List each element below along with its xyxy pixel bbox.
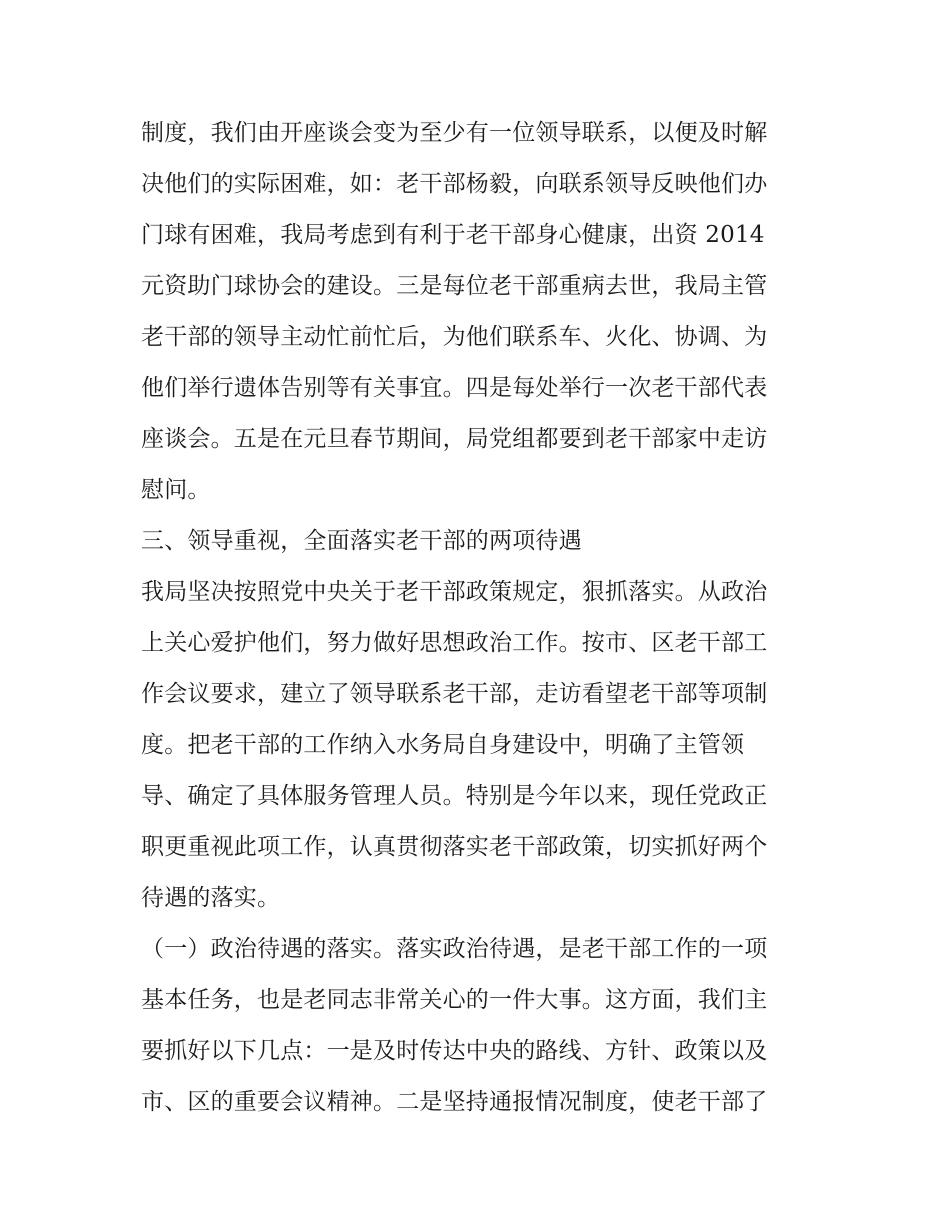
text-line: 我局坚决按照党中央关于老干部政策规定，狠抓落实。从政治 <box>141 579 768 605</box>
text-line: 职更重视此项工作，认真贯彻落实老干部政策，切实抓好两个 <box>141 834 768 860</box>
text-line: 他们举行遗体告别等有关事宜。四是每处举行一次老干部代表 <box>141 375 768 401</box>
text-line: 待遇的落实。 <box>141 885 281 911</box>
text-line: 上关心爱护他们，努力做好思想政治工作。按市、区老干部工 <box>141 630 768 656</box>
section-heading: 三、领导重视，全面落实老干部的两项待遇 <box>141 528 582 554</box>
subsection-line: （一）政治待遇的落实。落实政治待遇，是老干部工作的一项 <box>141 936 768 962</box>
text-line: 门球有困难，我局考虑到有利于老干部身心健康，出资 2014 <box>141 222 765 248</box>
text-line: 元资助门球协会的建设。三是每位老干部重病去世，我局主管 <box>141 273 768 299</box>
text-line: 要抓好以下几点：一是及时传达中央的路线、方针、政策以及 <box>141 1038 768 1064</box>
body-text <box>141 108 821 1128</box>
text-line: 作会议要求，建立了领导联系老干部，走访看望老干部等项制 <box>141 681 768 707</box>
text-line: 座谈会。五是在元旦春节期间，局党组都要到老干部家中走访 <box>141 426 768 452</box>
text-line: 导、确定了具体服务管理人员。特别是今年以来，现任党政正 <box>141 783 768 809</box>
text-line: 慰问。 <box>141 477 211 503</box>
text-line: 制度，我们由开座谈会变为至少有一位领导联系，以便及时解 <box>141 120 768 146</box>
text-line: 基本任务，也是老同志非常关心的一件大事。这方面，我们主 <box>141 987 768 1013</box>
text-line: 老干部的领导主动忙前忙后，为他们联系车、火化、协调、为 <box>141 324 768 350</box>
text-line: 度。把老干部的工作纳入水务局自身建设中，明确了主管领 <box>141 732 745 758</box>
text-line: 市、区的重要会议精神。二是坚持通报情况制度，使老干部了 <box>141 1089 768 1115</box>
text-line: 决他们的实际困难，如：老干部杨毅，向联系领导反映他们办 <box>141 171 768 197</box>
